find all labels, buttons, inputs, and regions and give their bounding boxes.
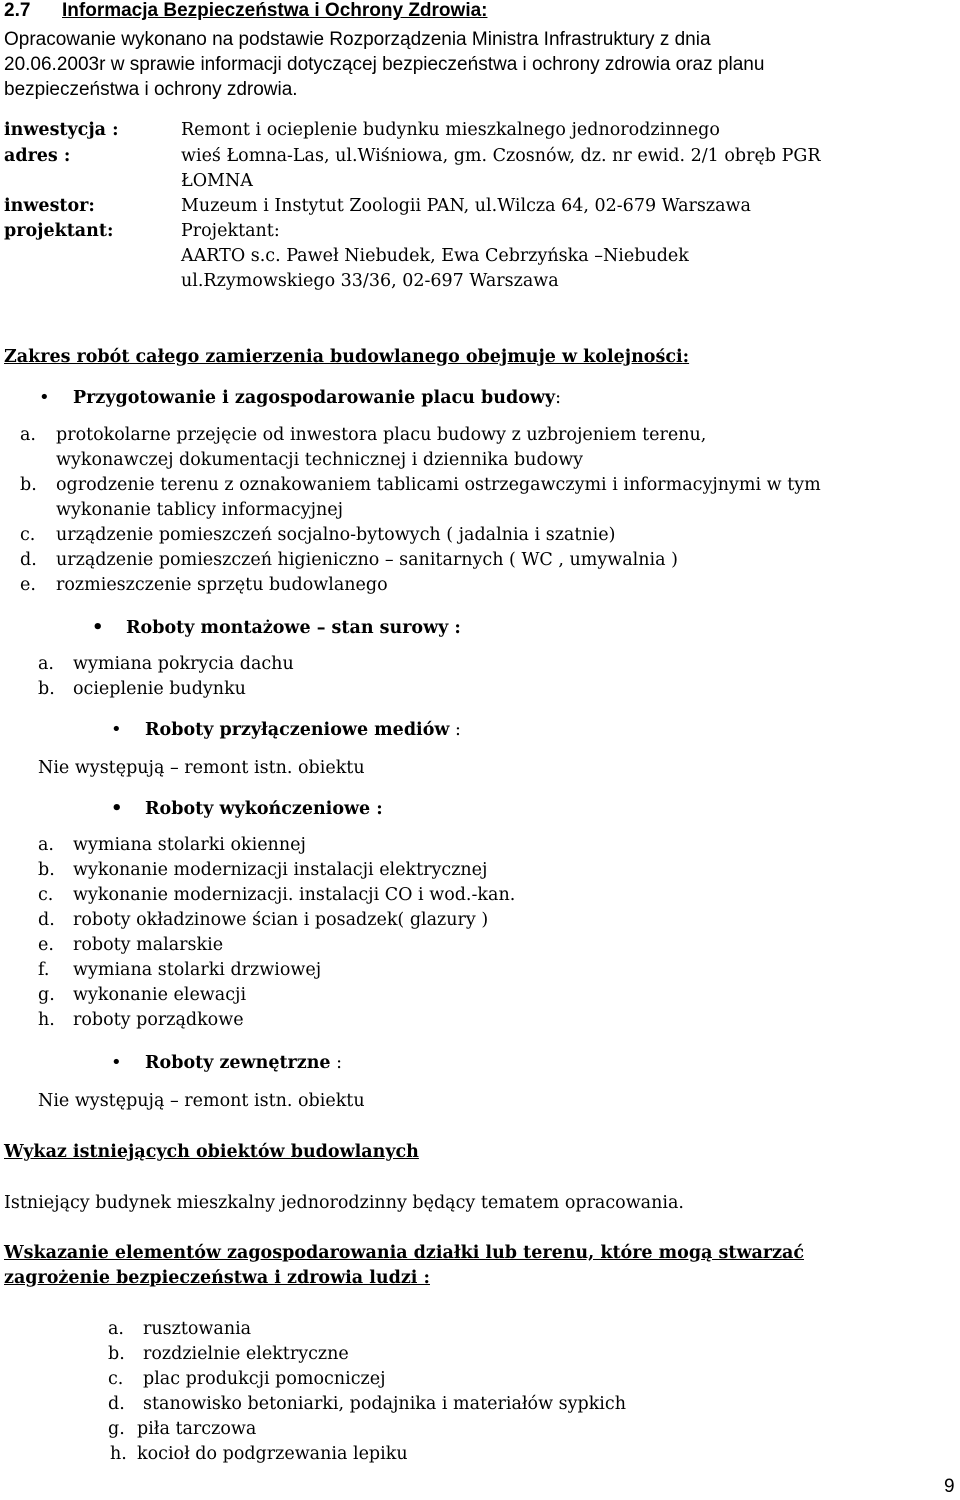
list-item: wykonanie elewacji	[73, 985, 247, 1005]
list-item: rozdzielnie elektryczne	[143, 1344, 349, 1364]
list-item: ogrodzenie terenu z oznakowaniem tablicami ostrzegawczymi i informacyjnymi w tym	[56, 475, 821, 495]
scope-heading	[4, 347, 689, 367]
investor-value: Muzeum i Instytut Zoologii PAN, ul.Wilcza 64, 02-679 Warszawa	[181, 196, 751, 216]
list-letter: c.	[20, 525, 36, 545]
list-letter: c.	[108, 1369, 124, 1389]
external-note: Nie występują – remont istn. obiektu	[38, 1091, 365, 1111]
list-item: wykonanie tablicy informacyjnej	[56, 500, 344, 520]
label-designer: projektant:	[4, 221, 114, 241]
intro-line: Opracowanie wykonano na podstawie Rozporządzenia Ministra Infrastruktury z dnia	[4, 29, 711, 50]
list-letter: a.	[38, 654, 54, 674]
list-item: roboty malarskie	[73, 935, 224, 955]
list-letter: f.	[38, 960, 50, 980]
list-letter: g.	[38, 985, 55, 1005]
list-item: ocieplenie budynku	[73, 679, 246, 699]
list-item: protokolarne przejęcie od inwestora placu budowy z uzbrojeniem terenu,	[56, 425, 707, 445]
list-letter: a.	[38, 835, 54, 855]
list-item: wymiana stolarki okiennej	[73, 835, 306, 855]
list-item: rusztowania	[143, 1319, 252, 1339]
list-letter: g.	[108, 1419, 125, 1439]
label-address: adres :	[4, 146, 71, 166]
list-item: rozmieszczenie sprzętu budowlanego	[56, 575, 388, 595]
prep-suffix: :	[555, 388, 562, 408]
hazard-heading: zagrożenie bezpieczeństwa i zdrowia ludzi :	[4, 1268, 430, 1288]
scope-heading-text: Zakres robót całego zamierzenia budowlanego obejmuje w kolejności	[4, 347, 683, 367]
list-letter: h.	[38, 1010, 55, 1030]
list-item: piła tarczowa	[137, 1419, 257, 1439]
list-item: wykonawczej dokumentacji technicznej i dziennika budowy	[56, 450, 584, 470]
list-letter: b.	[38, 860, 55, 880]
list-item: wykonanie modernizacji instalacji elektrycznej	[73, 860, 488, 880]
bullet-external	[145, 1053, 342, 1073]
hazard-heading: Wskazanie elementów zagospodarowania działki lub terenu, które mogą stwarzać	[4, 1243, 805, 1263]
bullet-prep	[73, 388, 561, 408]
list-letter: d.	[20, 550, 37, 570]
label-investment: inwestycja :	[4, 120, 119, 140]
list-letter: b.	[20, 475, 37, 495]
external-suffix: :	[330, 1053, 343, 1073]
list-letter: b.	[108, 1344, 125, 1364]
list-letter: c.	[38, 885, 54, 905]
list-letter: b.	[38, 679, 55, 699]
designer-value: Projektant:	[181, 221, 280, 241]
prep-title: Przygotowanie i zagospodarowanie placu budowy	[73, 388, 556, 408]
intro-line: 20.06.2003r w sprawie informacji dotyczącej bezpieczeństwa i ochrony zdrowia oraz planu	[4, 54, 765, 75]
existing-heading: Wykaz istniejących obiektów budowlanych	[4, 1142, 419, 1162]
list-letter: a.	[108, 1319, 124, 1339]
list-item: urządzenie pomieszczeń higieniczno – sanitarnych ( WC , umywalnia )	[56, 550, 678, 570]
address-value: ŁOMNA	[181, 171, 253, 191]
list-item: roboty porządkowe	[73, 1010, 244, 1030]
scope-heading-colon: :	[682, 347, 690, 367]
list-item: plac produkcji pomocniczej	[143, 1369, 386, 1389]
utilities-suffix: :	[449, 720, 461, 740]
list-letter: e.	[38, 935, 54, 955]
page-number: 9	[944, 1476, 955, 1497]
designer-value: ul.Rzymowskiego 33/36, 02-697 Warszawa	[181, 271, 559, 291]
list-letter: e.	[20, 575, 36, 595]
intro-line: bezpieczeństwa i ochrony zdrowia.	[4, 79, 298, 100]
section-number: 2.7	[4, 0, 31, 21]
utilities-note: Nie występują – remont istn. obiektu	[38, 758, 365, 778]
investment-value: Remont i ocieplenie budynku mieszkalnego jednorodzinnego	[181, 120, 720, 140]
list-letter: d.	[38, 910, 55, 930]
existing-text: Istniejący budynek mieszkalny jednorodzinny będący tematem opracowania.	[4, 1193, 684, 1213]
assembly-title: • Roboty montażowe – stan surowy :	[126, 618, 461, 638]
external-title: Roboty zewnętrzne	[145, 1053, 331, 1073]
list-letter: a.	[20, 425, 36, 445]
list-item: roboty okładzinowe ścian i posadzek( glazury )	[73, 910, 489, 930]
list-item: wymiana stolarki drzwiowej	[73, 960, 322, 980]
designer-value: AARTO s.c. Paweł Niebudek, Ewa Cebrzyńska –Niebudek	[181, 246, 689, 266]
list-letter: d.	[108, 1394, 125, 1414]
list-item: wymiana pokrycia dachu	[73, 654, 294, 674]
list-item: wykonanie modernizacji. instalacji CO i wod.-kan.	[73, 885, 516, 905]
list-item: kocioł do podgrzewania lepiku	[137, 1444, 408, 1464]
address-value: wieś Łomna-Las, ul.Wiśniowa, gm. Czosnów, dz. nr ewid. 2/1 obręb PGR	[181, 146, 821, 166]
utilities-title: Roboty przyłączeniowe mediów	[145, 720, 450, 740]
list-item: urządzenie pomieszczeń socjalno-bytowych ( jadalnia i szatnie)	[56, 525, 616, 545]
label-investor: inwestor:	[4, 196, 95, 216]
finishing-title: • Roboty wykończeniowe :	[145, 799, 383, 819]
list-item: stanowisko betoniarki, podajnika i materiałów sypkich	[143, 1394, 626, 1414]
bullet-utilities	[145, 720, 461, 740]
list-letter: h.	[110, 1444, 127, 1464]
section-title: Informacja Bezpieczeństwa i Ochrony Zdrowia:	[62, 0, 488, 21]
